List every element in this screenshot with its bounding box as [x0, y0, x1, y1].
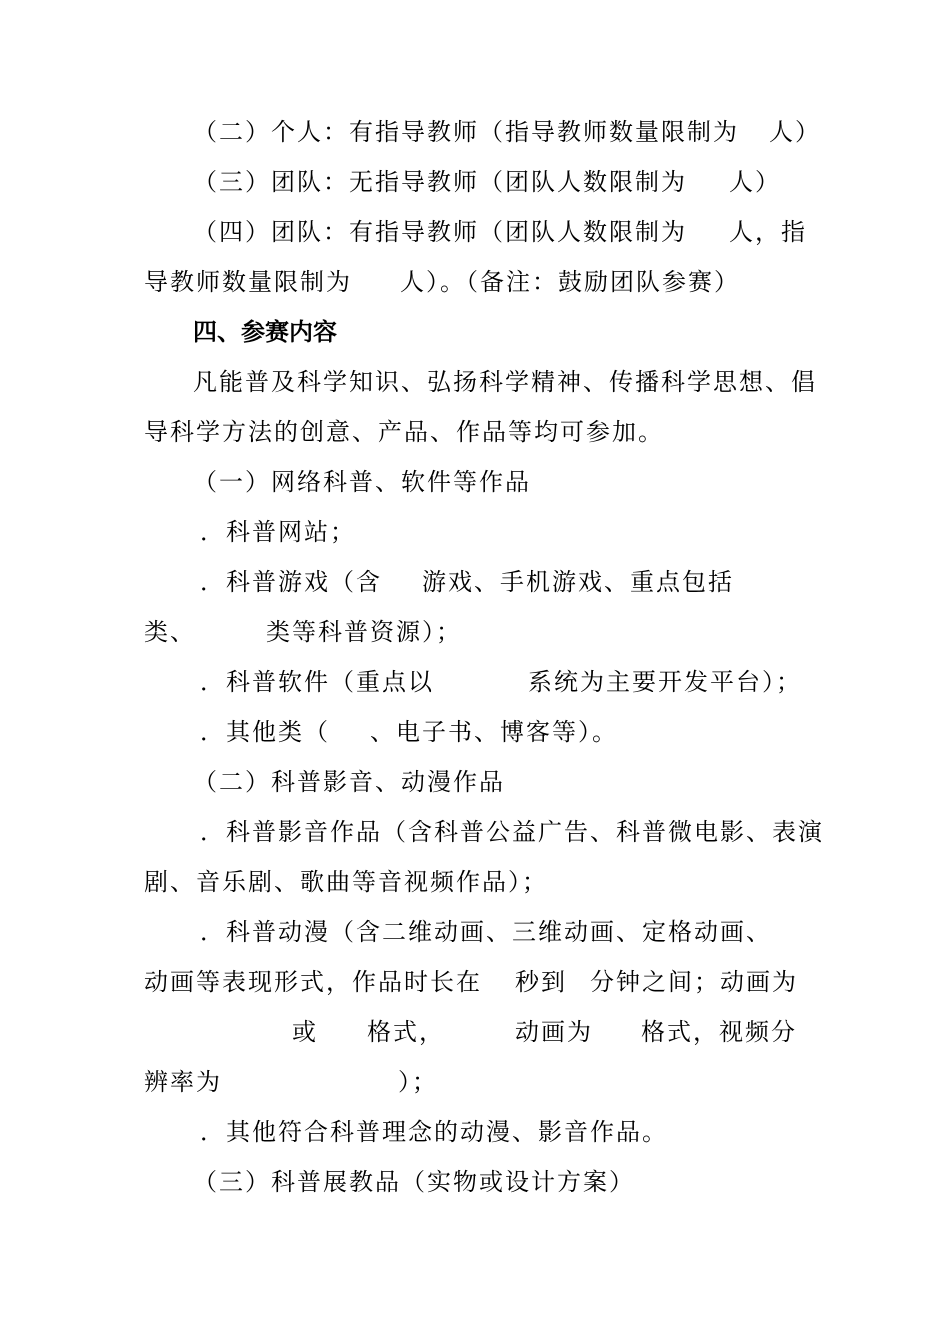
- text-segment: 人）: [729, 168, 781, 196]
- text-segment: ．科普动漫（含二维动画、三维动画、定格动画、: [200, 918, 772, 946]
- text-segment: 格式，视频分: [641, 1018, 797, 1046]
- text-segment: 人，指: [729, 218, 807, 246]
- text-segment: ．科普影音作品（含科普公益广告、科普微电影、表演: [200, 818, 824, 846]
- text-segment: 四、参赛内容: [193, 317, 337, 346]
- text-segment: 动画等表现形式，作品时长在: [144, 968, 482, 996]
- text-segment: 秒到: [515, 968, 567, 996]
- text-segment: 剧、音乐剧、歌曲等音视频作品）；: [144, 868, 548, 896]
- text-segment: 游戏、手机游戏、重点包括: [422, 568, 734, 596]
- text-segment: （三）科普展教品（实物或设计方案）: [193, 1168, 635, 1196]
- text-segment: （二）个人：有指导教师（指导教师数量限制为: [193, 118, 739, 146]
- text-segment: 动画为: [515, 1018, 593, 1046]
- text-segment: ．科普软件（重点以: [200, 668, 434, 696]
- text-segment: （四）团队：有指导教师（团队人数限制为: [193, 218, 687, 246]
- text-segment: （二）科普影音、动漫作品: [193, 768, 505, 796]
- text-segment: ．科普游戏（含: [200, 568, 382, 596]
- text-segment: 分钟之间；动画为: [590, 968, 798, 996]
- text-segment: （一）网络科普、软件等作品: [193, 468, 531, 496]
- text-segment: 人）。（备注：鼓励团队参赛）: [400, 268, 740, 296]
- text-segment: 、电子书、博客等）。: [370, 718, 618, 746]
- text-segment: 人）: [769, 118, 821, 146]
- text-segment: ．其他符合科普理念的动漫、影音作品。: [200, 1118, 668, 1146]
- text-segment: 辨率为: [144, 1068, 222, 1096]
- text-segment: 格式，: [367, 1018, 445, 1046]
- text-segment: ．其他类（: [200, 718, 330, 746]
- text-segment: 类等科普资源）；: [266, 618, 462, 646]
- text-segment: （三）团队：无指导教师（团队人数限制为: [193, 168, 687, 196]
- text-segment: ．科普网站；: [200, 518, 356, 546]
- text-segment: ）；: [398, 1068, 438, 1096]
- text-segment: 导教师数量限制为: [144, 268, 352, 296]
- text-segment: 或: [292, 1018, 318, 1046]
- text-segment: 导科学方法的创意、产品、作品等均可参加。: [144, 418, 664, 446]
- text-segment: 凡能普及科学知识、弘扬科学精神、传播科学思想、倡: [193, 368, 817, 396]
- text-segment: 系统为主要开发平台）；: [528, 668, 802, 696]
- text-segment: 类、: [144, 618, 196, 646]
